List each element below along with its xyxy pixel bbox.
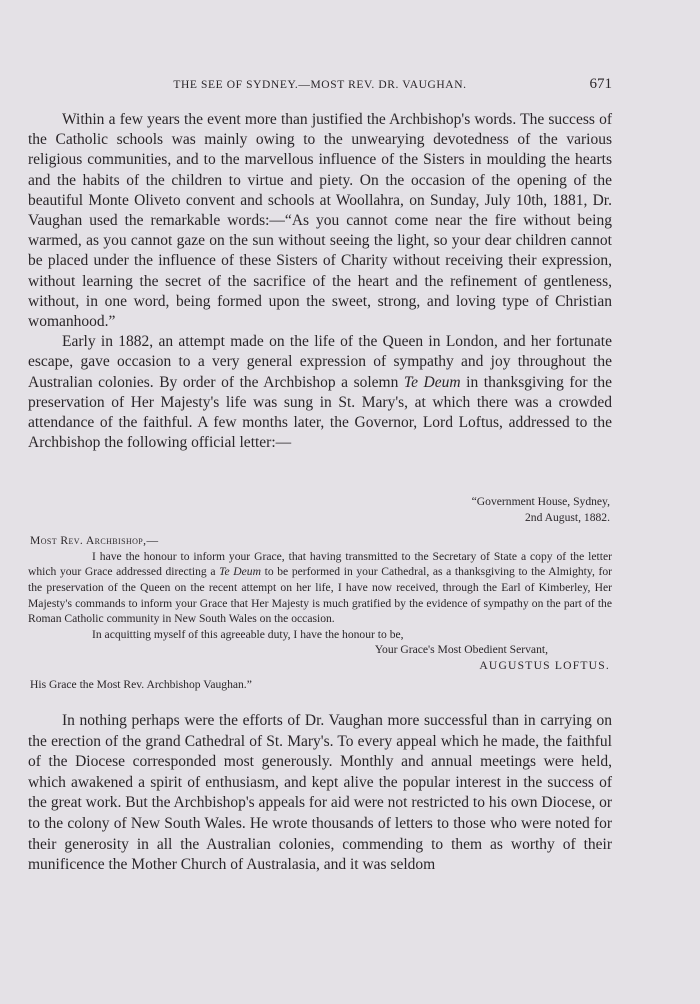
letter-dateline-place: “Government House, Sydney, — [471, 495, 610, 508]
paragraph-cathedral: In nothing perhaps were the efforts of Dr. Vaughan more successful than in carrying on the erection of the grand Cathedral of St. Mary's. To every appeal which he made, the faithful of the Diocese corresponded most generously. Monthly and annual meetings were held, which awakened a spirit of enthusiasm, and kept alive the popular interest in the success of the great work. But the Archbishop's appeals for aid were not restricted to his own Diocese, or to the colony of New South Wales. He wrote thousands of letters to those who were noted for their generosity in all the Australian colonies, commending to them as worthy of their munificence the Mother Church of Australasia, and it was seldom — [28, 712, 612, 874]
letter-body-paragraph-2: In acquitting myself of this agreeable duty, I have the honour to be, — [92, 627, 404, 641]
paragraph-te-deum-part-2: in thanksgiving for the preservation of Her Majesty's life was sung in St. Mary's, at which there was a crowded attendance of the faithful. A few months later, the Governor, Lord Loftus, addressed to the Archbishop the following official letter:— — [28, 373, 612, 452]
letter-closing: Your Grace's Most Obedient Servant, — [374, 643, 548, 657]
paragraph-te-deum — [28, 332, 612, 453]
paragraph-te-deum-italic: Te Deum — [403, 373, 461, 391]
paragraph-schools: Within a few years the event more than justified the Archbishop's words. The success of the Catholic schools was mainly owing to the unwearying devotedness of the various religious communities, and to the marvellous influence of the Sisters in moulding the hearts and the habits of the children to virtue and piety. On the occasion of the opening of the beautiful Monte Oliveto convent and schools at Woollahra, on Sunday, July 10th, 1881, Dr. Vaughan used the remarkable words:—“As you cannot come near the fire without being warmed, as you cannot gaze on the sun without seeing the light, so your dear children cannot be placed under the influence of these Sisters of Charity without receiving their expression, without learning the secret of the sacrifice of the heart and the refinement of gentleness, without, in one word, being formed upon the sweet, strong, and loving type of Christian womanhood.” — [28, 111, 612, 331]
main-text-block — [28, 110, 612, 453]
official-letter — [28, 494, 612, 692]
main-text-block-2 — [28, 711, 612, 876]
letter-body-paragraph — [28, 549, 612, 627]
letter-addressee: His Grace the Most Rev. Archbishop Vaughan.” — [30, 677, 252, 691]
letter-body-part-2: to be performed in your Cathedral, as a thanksgiving to the Almighty, for the preservation of the Queen on the recent attempt on her life, I have now received, through the Earl of Kimberley, Her Majesty's commands to inform your Grace that Her Majesty is much gratified by the evidence of sympathy on the part of the Roman Catholic community in New South Wales on the occasion. — [28, 565, 612, 626]
running-title: THE SEE OF SYDNEY.—MOST REV. DR. VAUGHAN. — [173, 79, 467, 91]
letter-signature: AUGUSTUS LOFTUS. — [479, 658, 610, 672]
page-number: 671 — [589, 76, 612, 92]
letter-body-italic: Te Deum — [219, 565, 261, 579]
letter-dateline-date: 2nd August, 1882. — [524, 510, 610, 524]
letter-body-part-1: I have the honour to inform your Grace, that having transmitted to the Secretary of State a copy of the letter which your Grace addressed directing a — [28, 549, 612, 579]
letter-salutation: Most Rev. Archbishop,— — [30, 534, 159, 548]
page-header — [28, 76, 612, 96]
letter-body — [28, 549, 612, 643]
paragraph-te-deum-part-1: Early in 1882, an attempt made on the life of the Queen in London, and her fortunate escape, gave occasion to a very general expression of sympathy and joy throughout the Australian colonies. By order of the Archbishop a solemn — [28, 333, 612, 391]
